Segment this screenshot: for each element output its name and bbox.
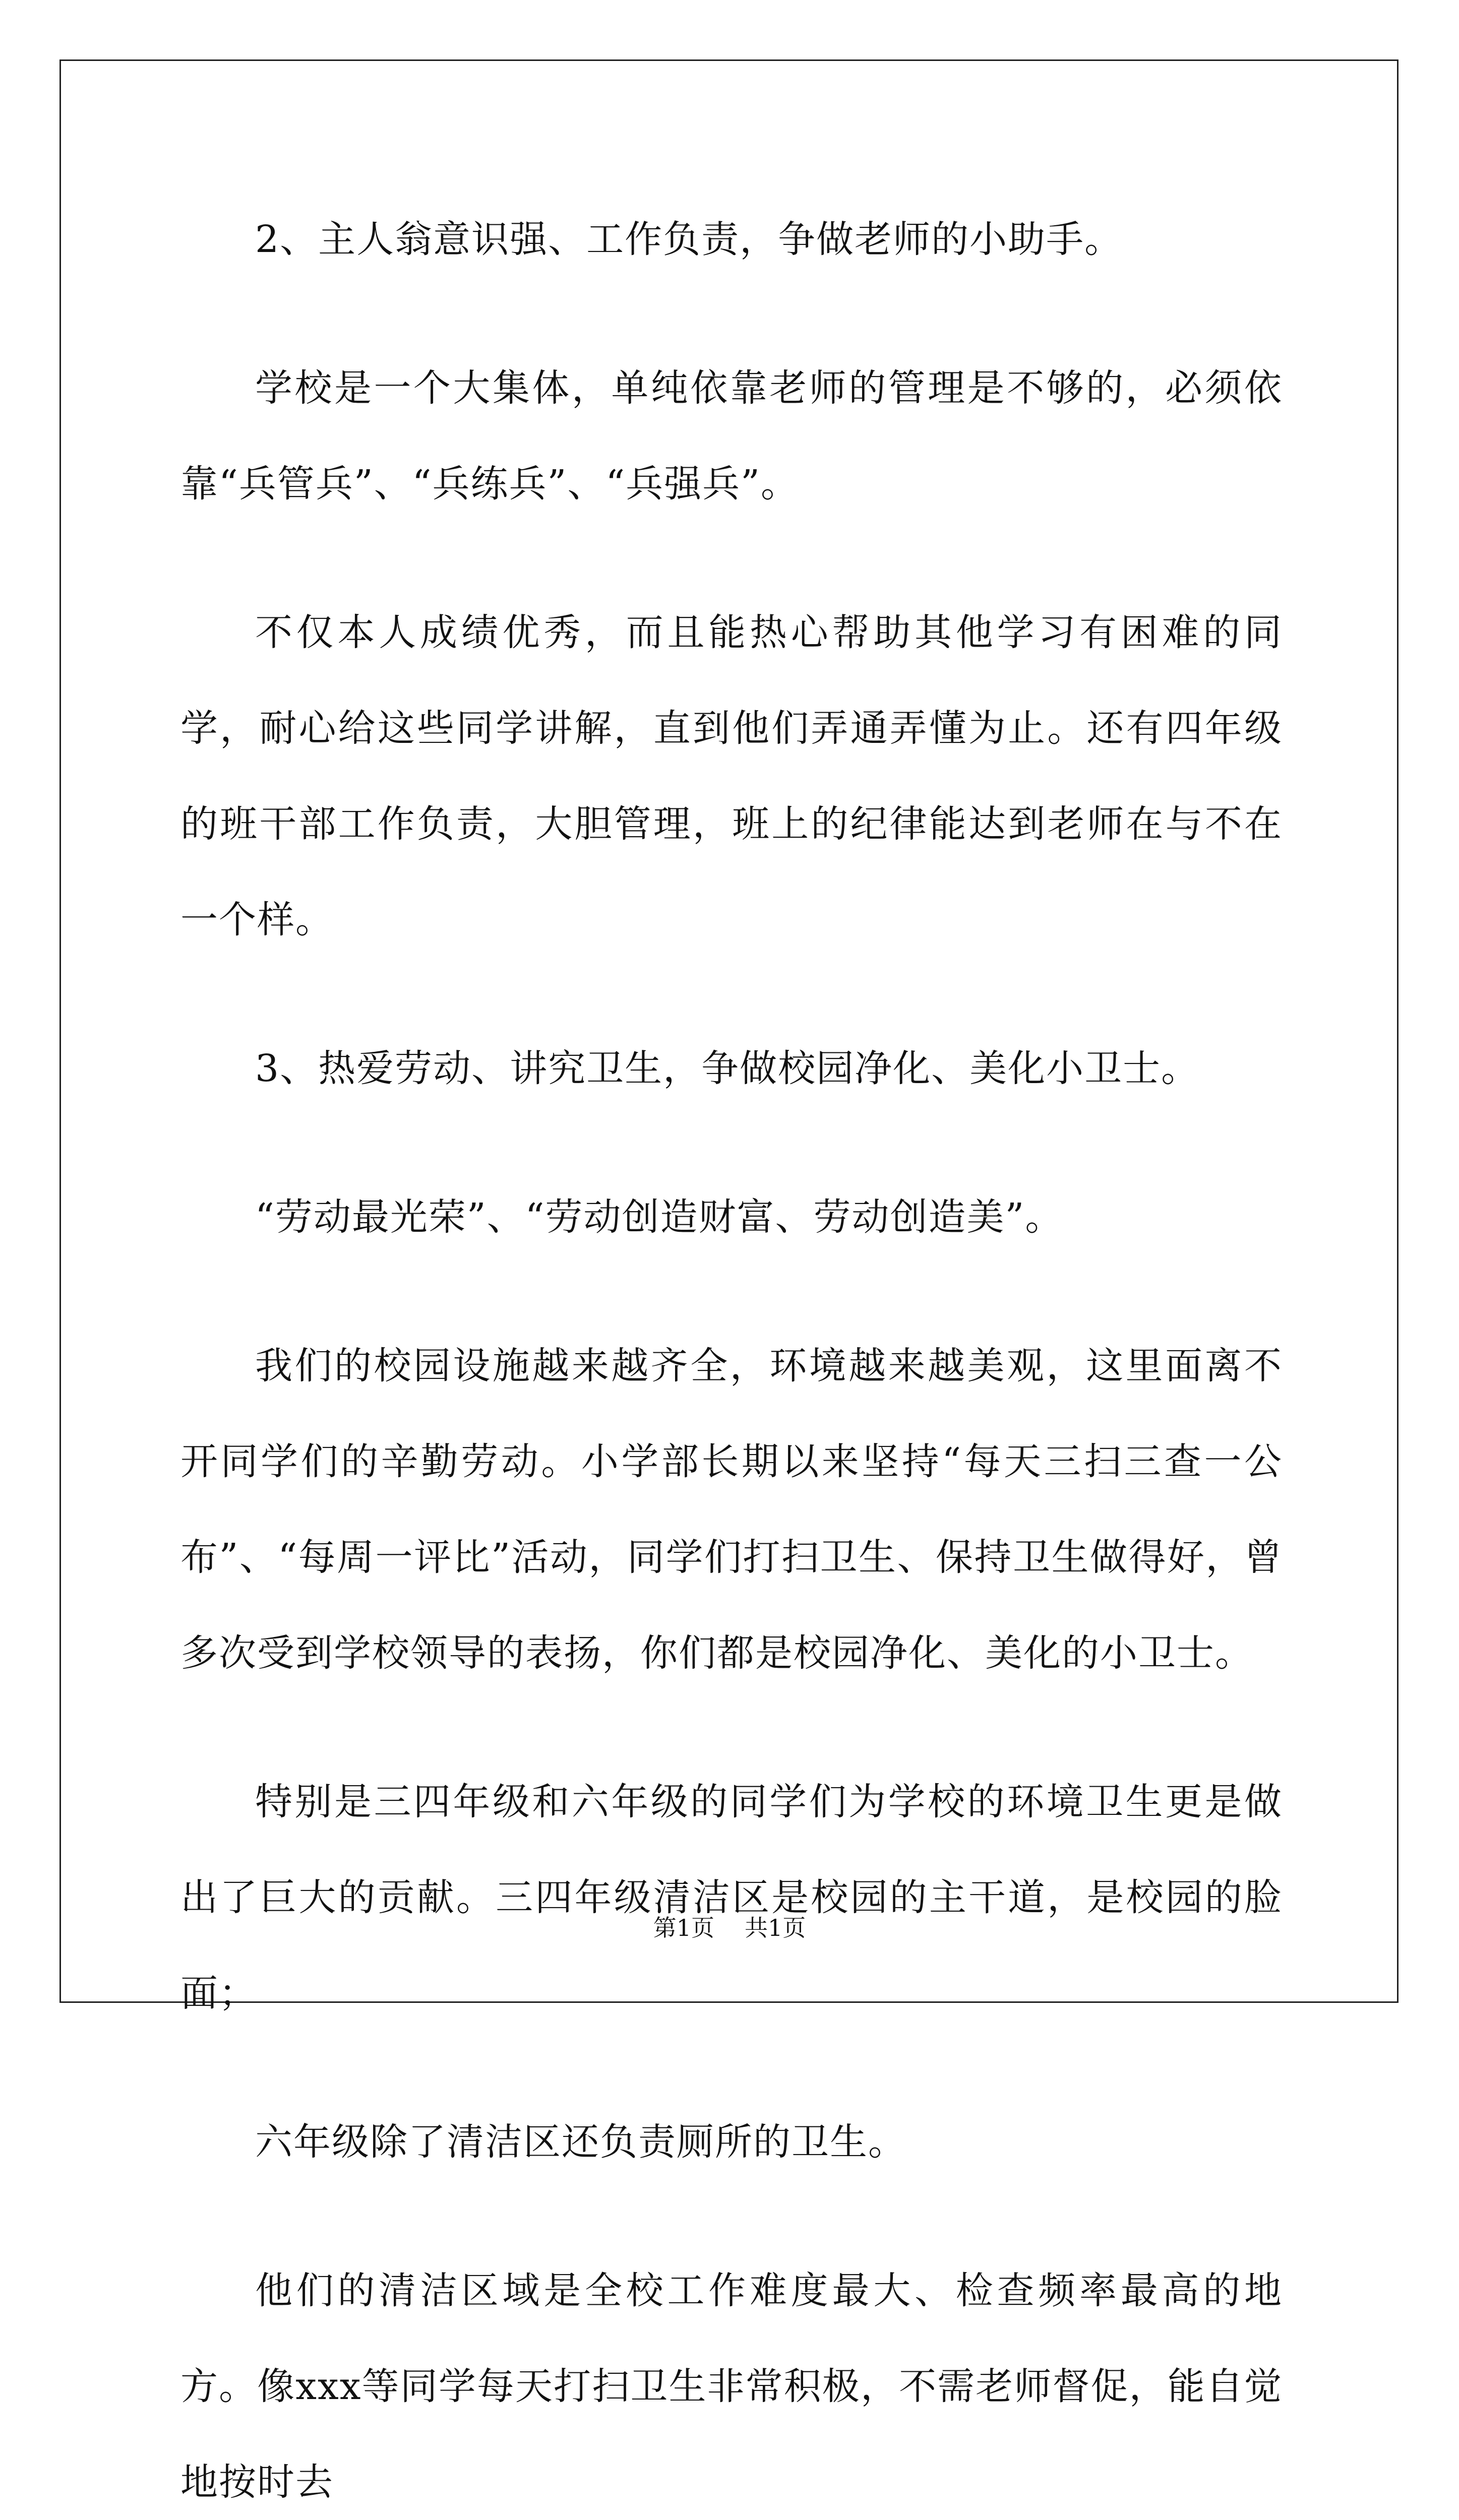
paragraph-1: 2、主人翁意识强、工作负责，争做老师的小助手。 <box>255 218 1123 261</box>
page-number: 第1页 <box>653 1914 714 1941</box>
page-total: 共1页 <box>745 1914 806 1941</box>
page-footer <box>0 1913 1459 1943</box>
paragraph-9: 他们的清洁区域是全校工作难度最大、检查频率最高的地方。像xxx等同学每天打扫卫生非常积极，不需老师督促，能自觉地按时去 <box>180 2269 1283 2504</box>
paragraph-6: 我们的校园设施越来越齐全，环境越来越美观，这里面离不开同学们的辛勤劳动。小学部长期以来坚持“每天三扫三查一公布”、“每周一评比”活动，同学们打扫卫生、保持卫生做得好，曾多次受到学校领导的表扬，你们都是校园净化、美化的小卫士。 <box>180 1344 1283 1675</box>
paragraph-3: 不仅本人成绩优秀，而且能热心帮助其他学习有困难的同学，耐心给这些同学讲解，直到他们弄通弄懂为止。还有四年级的班干部工作负责，大胆管理，班上的纪律能达到老师在与不在一个样。 <box>180 611 1283 941</box>
paragraph-2: 学校是一个大集体，单纯依靠老师的管理是不够的，必须依靠“兵管兵”、“兵练兵”、“兵强兵”。 <box>180 366 1283 506</box>
paragraph-8: 六年级除了清洁区还负责厕所的卫生。 <box>255 2120 906 2164</box>
paragraph-7: 特别是三四年级和六年级的同学们为学校的环境卫生更是做出了巨大的贡献。三四年级清洁区是校园的主干道，是校园的脸面； <box>180 1780 1283 2015</box>
paragraph-5: “劳动最光荣”、“劳动创造财富、劳动创造美”。 <box>255 1195 1064 1239</box>
paragraph-4: 3、热爱劳动、讲究卫生，争做校园净化、美化小卫士。 <box>255 1047 1200 1090</box>
document-body <box>180 192 1283 2520</box>
